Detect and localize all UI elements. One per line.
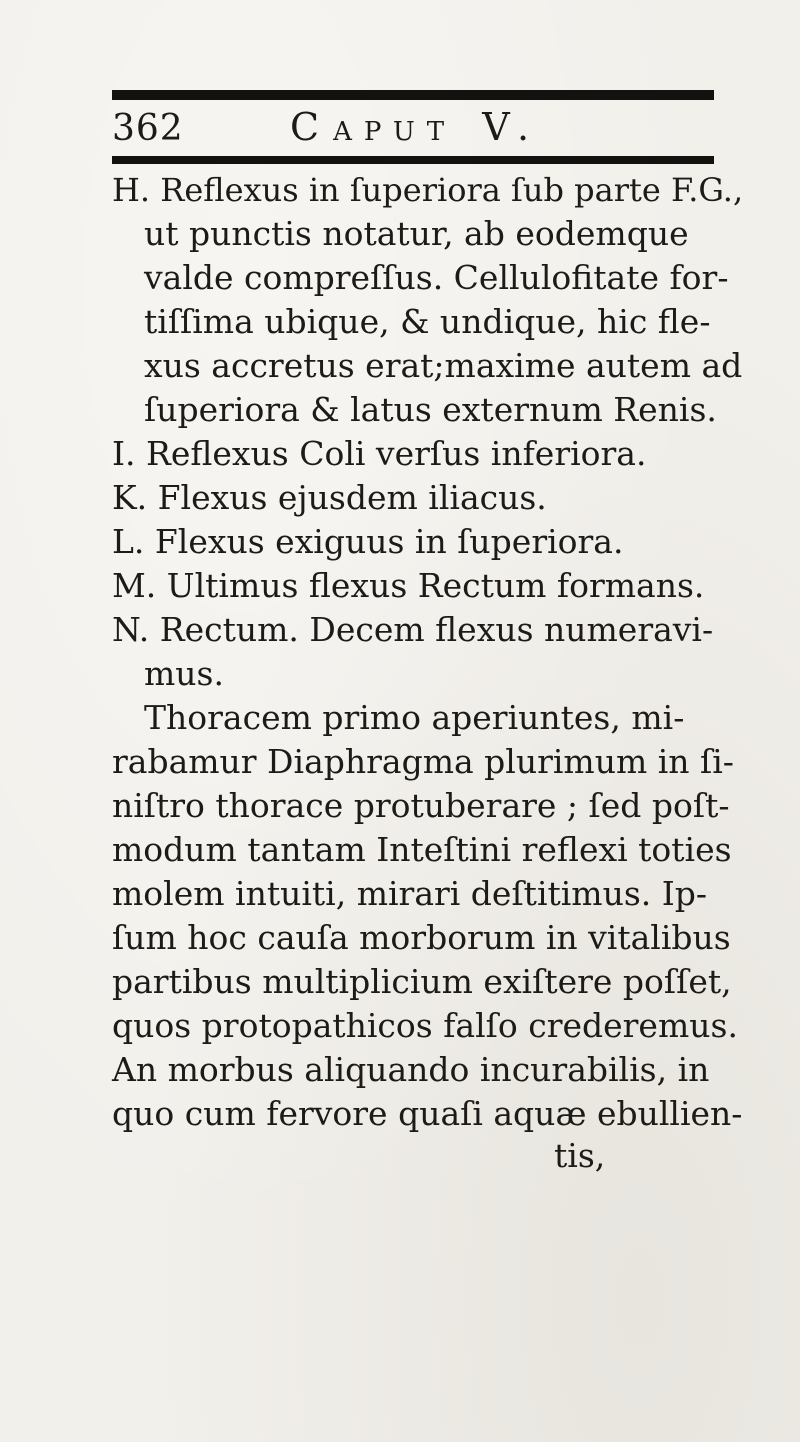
text-line: partibus multiplicium exiſtere poſſet, (112, 962, 732, 1001)
running-head-numeral: V. (482, 105, 544, 149)
text-line: H. Reflexus in ſuperiora ſub parte F.G., (112, 171, 744, 209)
text-line: K. Flexus ejusdem iliacus. (112, 478, 547, 517)
page-number: 362 (112, 108, 184, 149)
text-line: xus accretus erat;maxime autem ad (144, 346, 743, 385)
text-line: L. Flexus exiguus in ſuperiora. (112, 522, 624, 561)
text-line: modum tantam Inteſtini reflexi toties (112, 830, 732, 869)
text-line: valde compreſſus. Cellulofitate for- (144, 258, 729, 297)
text-line: quo cum fervore quaſi aquæ ebullien- (112, 1094, 743, 1133)
text-line: niſtro thorace protuberare ; ſed poſt- (112, 786, 730, 825)
running-head (290, 105, 543, 154)
text-line: An morbus aliquando incurabilis, in (112, 1050, 710, 1089)
text-line: ſum hoc cauſa morborum in vitalibus (112, 918, 731, 957)
text-line: mus. (144, 654, 224, 693)
running-head-initial: C (290, 105, 334, 149)
header-rule-bottom (112, 156, 714, 164)
catchword: tis, (554, 1136, 606, 1175)
header-rule-top (112, 90, 714, 100)
text-line: rabamur Diaphragma plurimum in ſi- (112, 742, 734, 781)
text-line: quos protopathicos falſo crederemus. (112, 1006, 738, 1045)
text-line: I. Reflexus Coli verſus inferiora. (112, 434, 647, 473)
text-line: Thoracem primo aperiuntes, mi- (144, 698, 685, 737)
text-line: molem intuiti, mirari deſtitimus. Ip- (112, 874, 708, 913)
text-line: M. Ultimus flexus Rectum formans. (112, 566, 705, 605)
text-line: N. Rectum. Decem flexus numeravi- (112, 610, 714, 649)
text-line: ſuperiora & latus externum Renis. (144, 390, 717, 429)
text-line: ut punctis notatur, ab eodemque (144, 214, 689, 253)
running-head-rest: APUT (333, 117, 457, 147)
text-line: tiſſima ubique, & undique, hic fle- (144, 302, 711, 341)
page-header (112, 105, 714, 153)
